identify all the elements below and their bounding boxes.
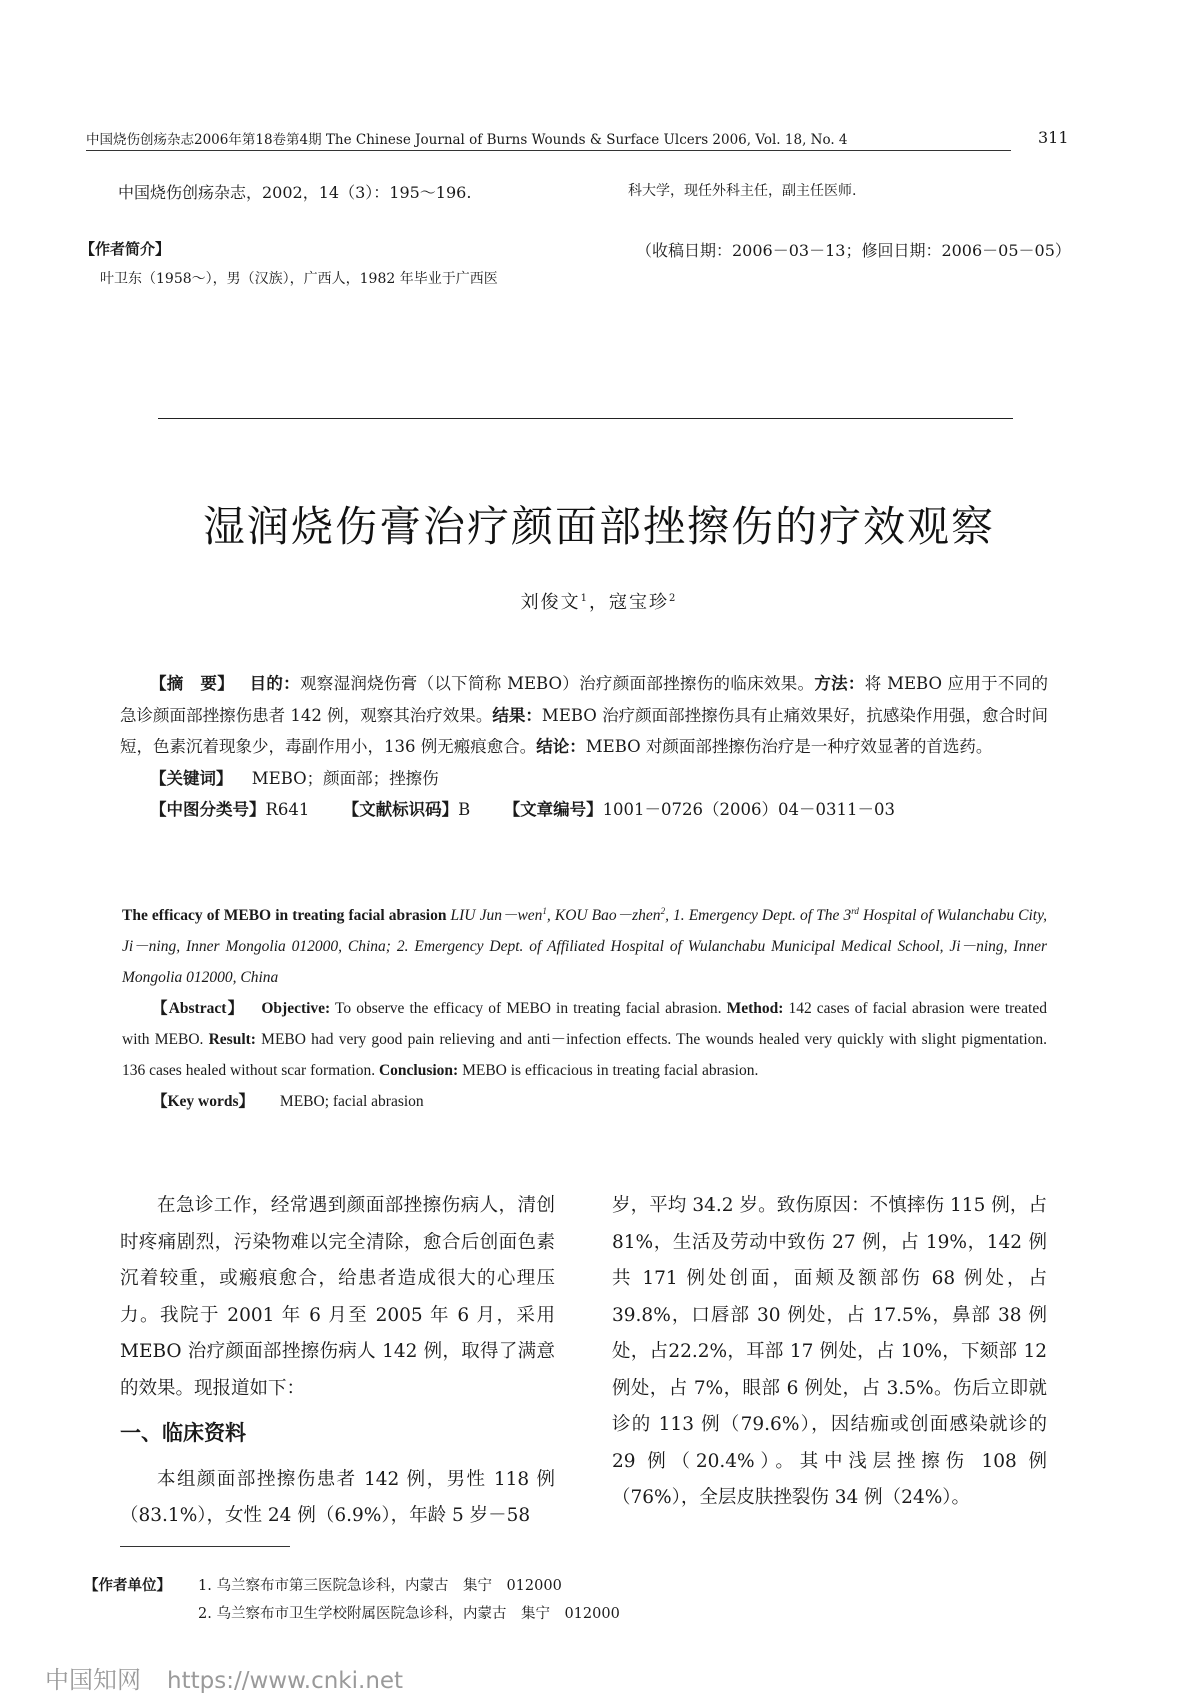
clc-label: 【中图分类号】: [150, 800, 266, 819]
watermark-url: https://www.cnki.net: [167, 1668, 404, 1694]
watermark-brand: 中国知网: [45, 1666, 141, 1694]
en-title: The efficacy of MEBO in treating facial abrasion: [122, 907, 447, 925]
body-intro: 在急诊工作，经常遇到颜面部挫擦伤病人，清创时疼痛剧烈，污染物难以完全清除，愈合后创面色素沉着较重，或瘢痕愈合，给患者造成很大的心理压力。我院于 2001 年 6 月至 2005 年 6 月，采用 MEBO 治疗颜面部挫擦伤病人 142 例，取得了满意的效果。现报道如下：: [120, 1195, 555, 1399]
footnote-affil-2: 2. 乌兰察布市卫生学校附属医院急诊科，内蒙古 集宁 012000: [198, 1606, 620, 1622]
doc-code-label: 【文献标识码】: [342, 800, 459, 819]
en-affil-b: Hospital of Wulanchabu City, Ji－ning, Inner Mongolia 012000, China; 2. Emergency Dept. of Affiliated Hospital of Wulanchabu Municipal Medical School, Ji－ning, Inner Mongolia 012000, China: [122, 907, 1048, 987]
en-abstract: [122, 896, 1047, 1117]
en-method: 142 cases of facial abrasion were treated with MEBO.: [122, 1000, 1047, 1049]
cn-result-label: 结果：: [492, 705, 542, 725]
prev-author-intro-heading: 【作者简介】: [80, 240, 171, 258]
cn-method-label: 方法：: [814, 674, 865, 693]
article-authors: [0, 588, 1198, 614]
en-author-1: LIU Jun－wen: [450, 907, 543, 925]
en-author-1-sup: 1: [542, 906, 547, 916]
body-left-column: [120, 1188, 555, 1535]
running-header: 中国烧伤创疡杂志2006年第18卷第4期 The Chinese Journal of Burns Wounds & Surface Ulcers 2006, Vol. 18, No. 4: [86, 132, 848, 148]
en-keywords-line: [122, 1086, 1047, 1117]
author-2: 寇宝珍: [609, 592, 669, 613]
en-author-2-sup: 2: [660, 906, 666, 916]
en-conclusion-label: Conclusion:: [378, 1062, 459, 1080]
cn-conclusion-label: 结论：: [536, 737, 586, 756]
prev-author-intro: 叶卫东（1958～），男（汉族），广西人，1982 年毕业于广西医: [100, 271, 498, 287]
cnki-watermark: [45, 1660, 403, 1695]
article-no-value: 1001－0726（2006）04－0311－03: [602, 800, 896, 819]
doc-code-value: B: [458, 800, 471, 819]
author-2-sup: 2: [669, 593, 678, 604]
body-right-column: [612, 1188, 1047, 1517]
cn-keywords: MEBO；颜面部；挫擦伤: [251, 768, 439, 788]
cn-keywords-line: [120, 763, 1048, 795]
en-keywords: MEBO; facial abrasion: [279, 1093, 424, 1111]
section-rule: [158, 418, 1013, 419]
cn-method: 将 MEBO 应用于不同的急诊颜面部挫擦伤患者 142 例，观察其治疗效果。: [120, 674, 1049, 725]
section-1-heading: 一、临床资料: [120, 1421, 246, 1445]
footnote-label: 【作者单位】: [84, 1578, 171, 1594]
section-1-text-right: 岁，平均 34.2 岁。致伤原因：不慎摔伤 115 例，占81%，生活及劳动中致伤 27 例，占 19%，142 例共 171 例处创面，面颊及额部伤 68 例处，占 39.8%，口唇部 30 例处，占 17.5%，鼻部 38 例处，占22.2%，耳部 17 例处，占 10%，下颏部 12 例处，占 7%，眼部 6 例处，占 3.5%。伤后立即就诊的 113 例（79.6%），因结痂或创面感染就诊的 29 例（20.4%）。其中浅层挫擦伤 108 例（76%），全层皮肤挫裂伤 34 例（24%）。: [612, 1195, 1047, 1508]
author-separator: ，: [589, 592, 609, 613]
header-rule: [86, 150, 1011, 151]
cn-result: MEBO 治疗颜面部挫擦伤具有止痛效果好，抗感染作用强，愈合时间短，色素沉着现象少，毒副作用小，136 例无瘢痕愈合。: [120, 705, 1049, 756]
prev-author-intro-cont: 科大学，现任外科主任，副主任医师.: [628, 183, 857, 199]
footnote-rule: [120, 1546, 290, 1547]
received-dates: （收稿日期：2006－03－13；修回日期：2006－05－05）: [636, 241, 1071, 260]
en-result: MEBO had very good pain relieving and anti－infection effects. The wounds healed very quickly with slight pigmentation. 136 cases healed without scar formation.: [122, 1031, 1047, 1080]
en-affil-a: , 1. Emergency Dept. of The 3: [665, 907, 852, 925]
en-objective: To observe the efficacy of MEBO in treating facial abrasion.: [330, 1000, 722, 1018]
en-objective-label: Objective:: [261, 1000, 331, 1018]
en-method-label: Method:: [726, 1000, 784, 1018]
cn-objective: 观察湿润烧伤膏（以下简称 MEBO）治疗颜面部挫擦伤的临床效果。: [299, 674, 815, 693]
article-no-label: 【文章编号】: [503, 800, 603, 819]
cn-conclusion: MEBO 对颜面部挫擦伤治疗是一种疗效显著的首选药。: [585, 737, 993, 756]
en-author-2: , KOU Bao－zhen: [546, 907, 661, 925]
article-title: 湿润烧伤膏治疗颜面部挫擦伤的疗效观察: [202, 502, 995, 551]
footnote-affil-1: 1. 乌兰察布市第三医院急诊科，内蒙古 集宁 012000: [198, 1578, 562, 1594]
en-abstract-label: 【Abstract】: [152, 1000, 245, 1018]
section-1-text-left: 本组颜面部挫擦伤患者 142 例，男性 118 例（83.1%），女性 24 例（6.9%），年龄 5 岁－58: [120, 1468, 555, 1526]
author-1-sup: 1: [580, 593, 589, 604]
en-affil-sup: rd: [851, 906, 859, 916]
cn-keywords-label: 【关键词】: [150, 768, 233, 788]
cn-classification-line: [120, 794, 1048, 826]
author-1: 刘俊文: [520, 592, 581, 613]
cn-abstract: [120, 668, 1048, 826]
cn-objective-label: 目的：: [249, 674, 300, 693]
en-keywords-label: 【Key words】: [152, 1093, 255, 1111]
clc-value: R641: [265, 800, 310, 819]
en-conclusion: MEBO is efficacious in treating facial abrasion.: [458, 1062, 759, 1080]
prev-reference: 中国烧伤创疡杂志，2002，14（3）：195～196.: [118, 183, 472, 202]
cn-abstract-label: 【摘 要】: [150, 674, 235, 693]
page-number: 311: [1038, 128, 1069, 147]
en-result-label: Result:: [208, 1031, 256, 1049]
